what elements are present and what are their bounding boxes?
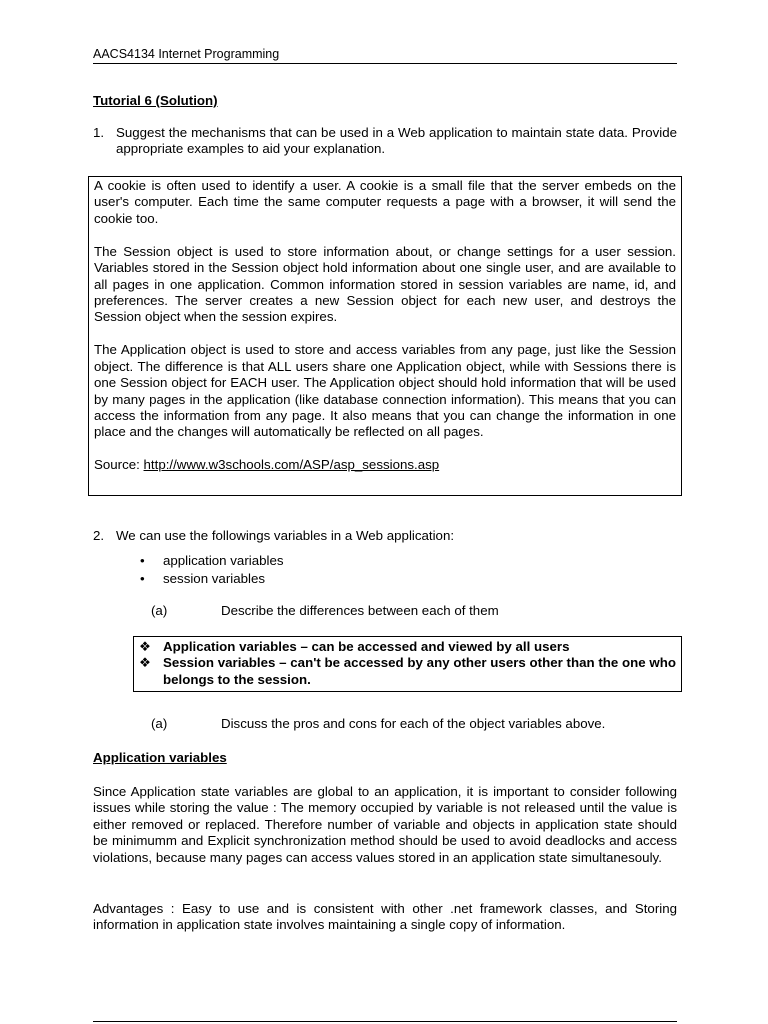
diamond-bullet-icon: ❖ [139, 639, 151, 654]
part-b-label: (a) [151, 716, 168, 731]
application-variables-paragraph: Since Application state variables are global to an application, it is important to consider following issues while storing the value : The memory occupied by variable is not released until the value is either removed or replaced. Therefore number of variable and objects in application state should be minimumm and Explicit synchronization method should be used to avoid deadlocks and access violations, because many pages can access values stored in an application state simultanesouly. [93, 784, 677, 865]
part-b-text: Discuss the pros and cons for each of the object variables above. [221, 716, 606, 731]
source-link[interactable]: http://www.w3schools.com/ASP/asp_sessions.asp [143, 457, 440, 473]
advantages-paragraph: Advantages : Easy to use and is consistent with other .net framework classes, and Storing information in application state involves maintaining a single copy of information. [93, 901, 677, 933]
part-a-label: (a) [151, 603, 168, 618]
footer-divider [93, 1021, 677, 1022]
question-2 [93, 528, 677, 544]
source-label: Source: [94, 457, 144, 473]
page-title: Tutorial 6 (Solution) [93, 93, 218, 108]
answer-2a-text: Session variables – can't be accessed by any other users other than the one who belongs to the session. [163, 655, 676, 687]
answer-2a-item [139, 655, 676, 688]
bullet-item: • session variables [140, 571, 440, 589]
diamond-bullet-icon: ❖ [139, 655, 151, 671]
header-divider [93, 63, 677, 64]
answer-session-paragraph: The Session object is used to store information about, or change settings for a user session. Variables stored in the Session object hold information about one single user, and are available to all pages in one application. Common information stored in session variables are name, id, and preferences. The server creates a new Session object for each new user, and destroys the Session object when the session expires. [94, 243, 676, 325]
bullet-item: • application variables [140, 553, 440, 571]
section-heading-application-variables: Application variables [93, 750, 227, 765]
question-2-text: We can use the followings variables in a Web application: [116, 528, 455, 543]
part-a-text: Describe the differences between each of them [221, 603, 499, 618]
question-1-text: Suggest the mechanisms that can be used in a Web application to maintain state data. Provide appropriate examples to aid your explanation. [116, 125, 677, 157]
answer-cookie-paragraph: A cookie is often used to identify a user. A cookie is a small file that the server embeds on the user's computer. Each time the same computer requests a page with a browser, it will send the cookie too. [94, 178, 676, 226]
question-2-number: 2. [93, 528, 105, 543]
answer-2a-box [133, 636, 682, 692]
answer-2a-text: Application variables – can be accessed and viewed by all users [163, 639, 570, 654]
question-1-number: 1. [93, 125, 105, 140]
answer-source [94, 457, 676, 473]
course-header: AACS4134 Internet Programming [93, 47, 280, 61]
variable-bullet-list [140, 553, 440, 589]
answer-application-paragraph: The Application object is used to store and access variables from any page, just like the Session object. The difference is that ALL users share one Application object, while with Sessions there is one Session object for EACH user. The Application object should hold information that will be used by many pages in the application (like database connection information). This means that you can access the information from any page. It also means that you can change the information in one place and the changes will automatically be reflected on all pages. [94, 342, 676, 440]
answer-1-box [88, 176, 682, 496]
question-1 [93, 125, 677, 158]
answer-2a-item [139, 639, 676, 655]
